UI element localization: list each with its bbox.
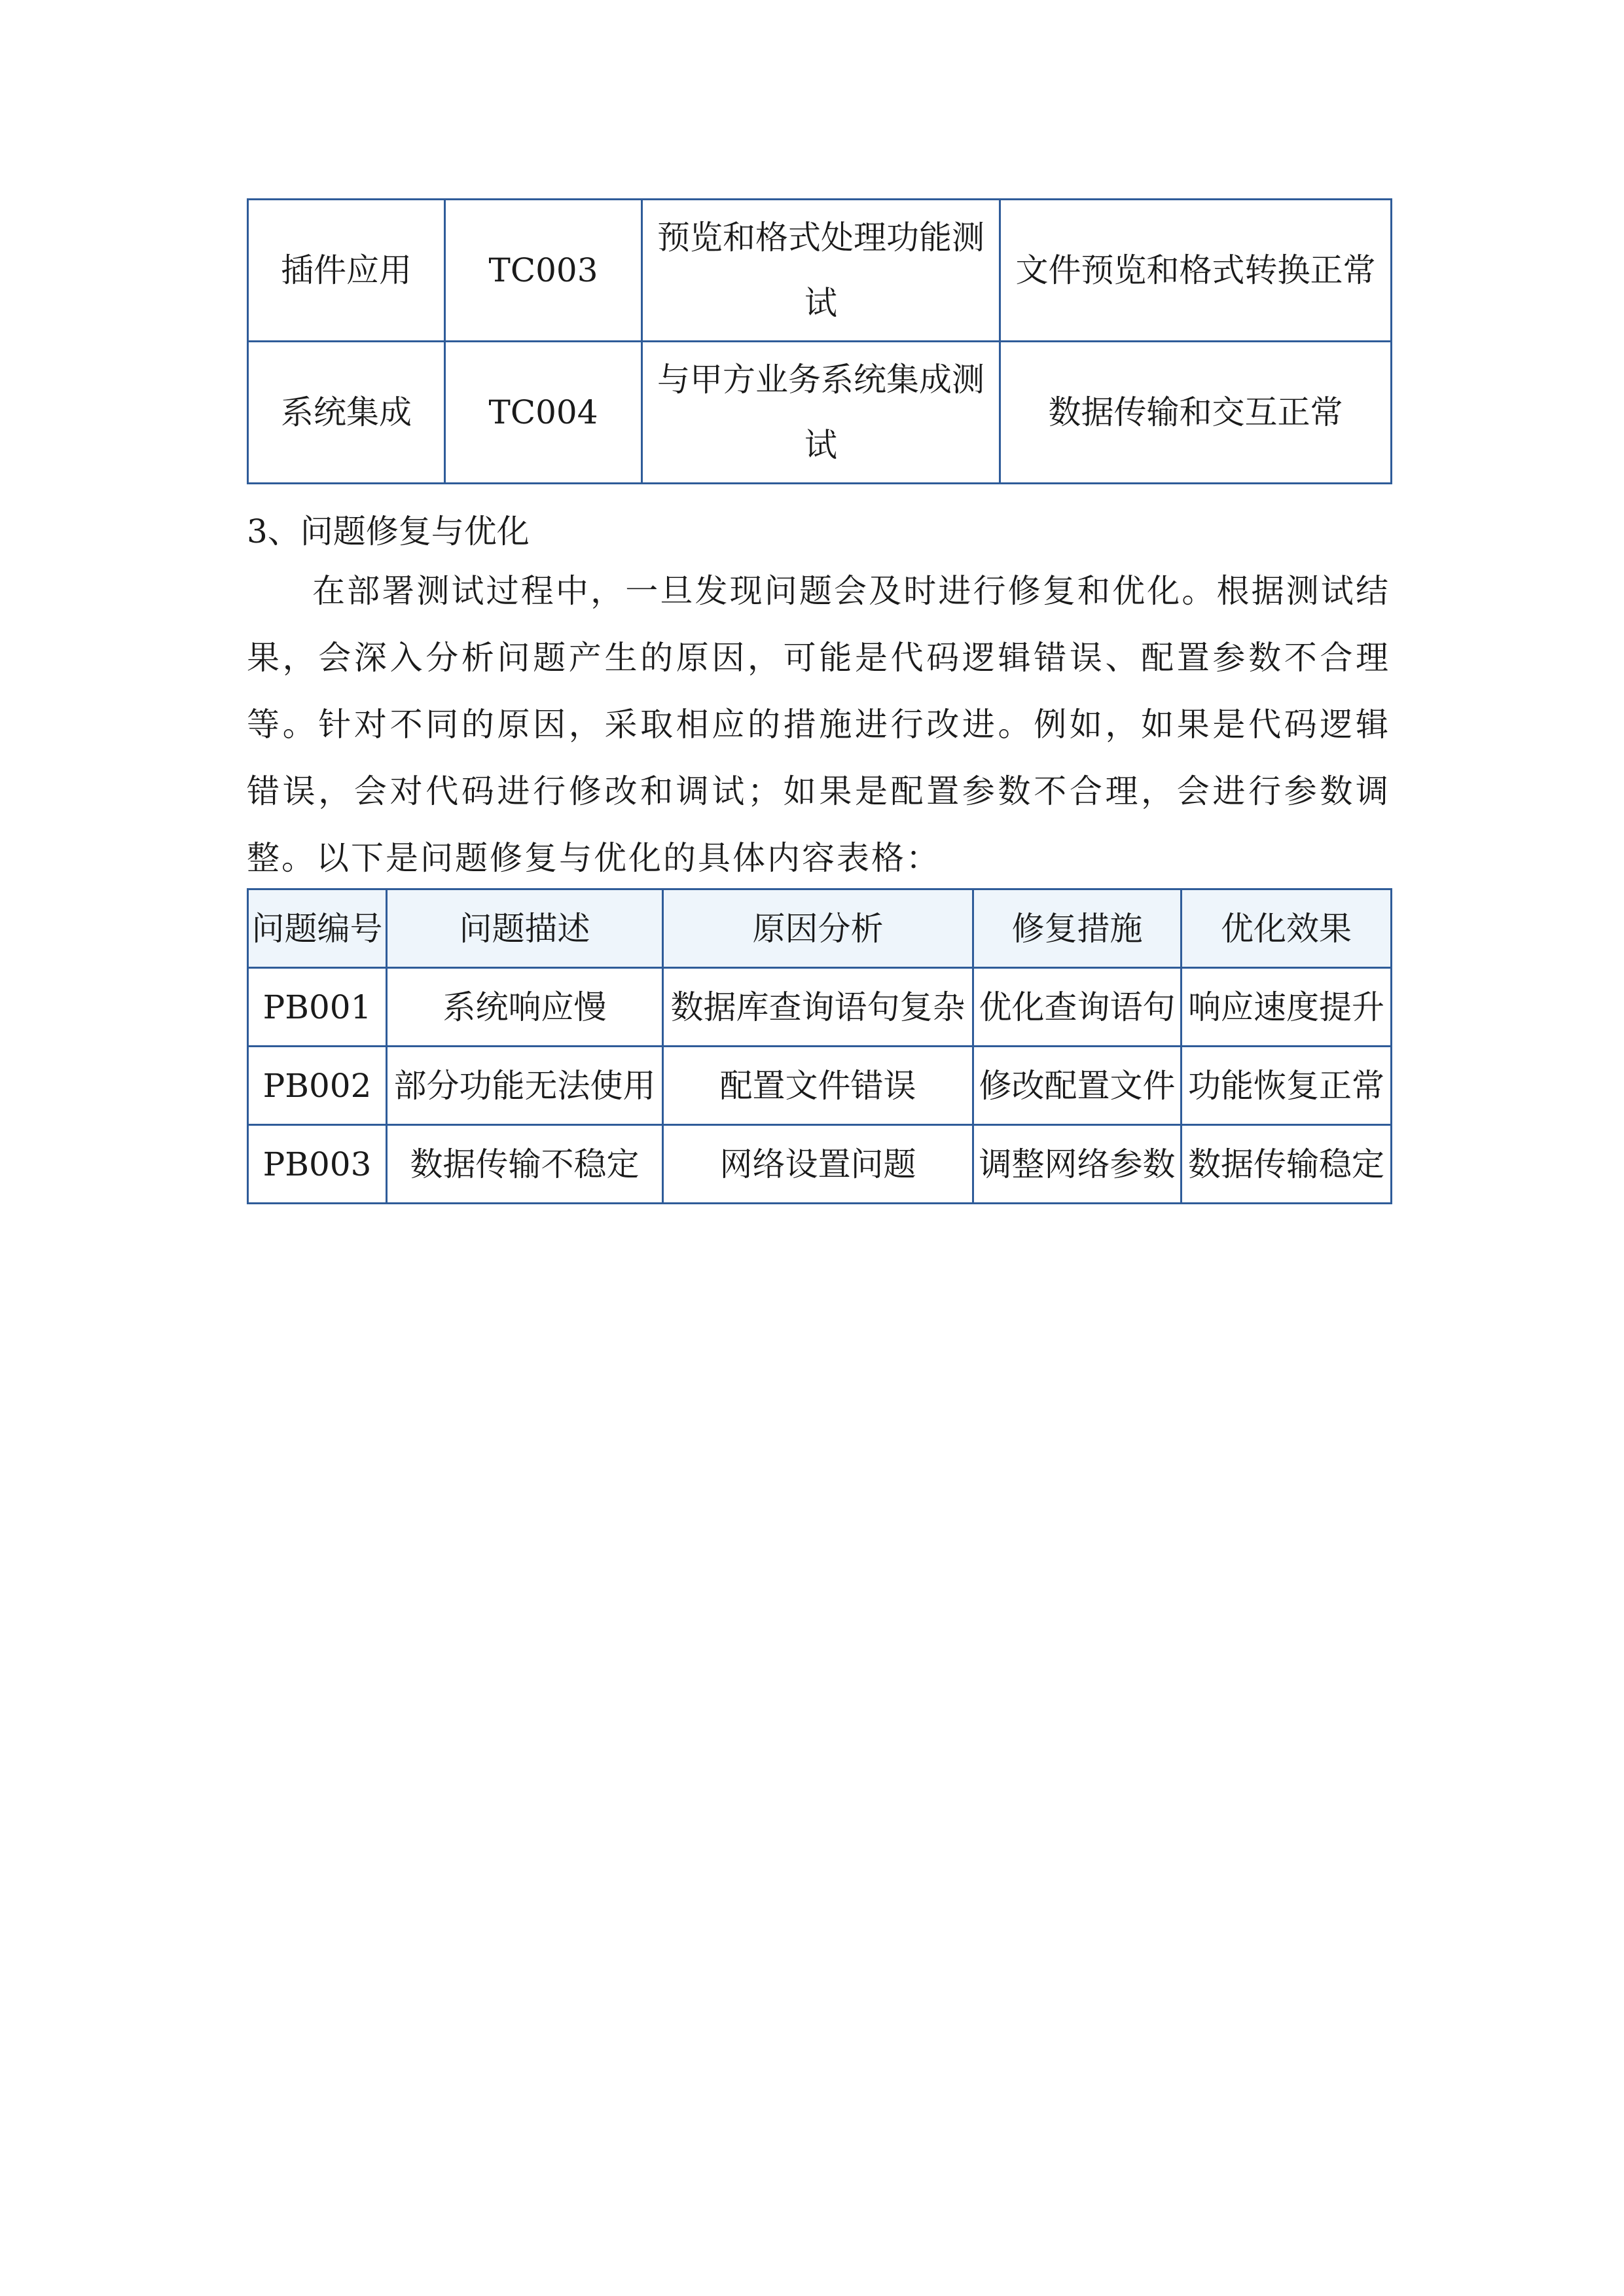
test-category-cell: 系统集成 [248, 342, 445, 484]
issue-effect-cell: 数据传输稳定 [1182, 1125, 1392, 1204]
table-row [248, 1125, 1392, 1204]
issue-fix-cell: 修改配置文件 [973, 1047, 1182, 1125]
section-heading: 3、问题修复与优化 [247, 512, 530, 550]
table-row [248, 342, 1392, 484]
test-content-cell: 与甲方业务系统集成测试 [642, 342, 1000, 484]
table-header-row [248, 889, 1392, 968]
test-category-cell: 插件应用 [248, 200, 445, 342]
issue-description-cell: 部分功能无法使用 [387, 1047, 663, 1125]
issue-fix-cell: 调整网络参数 [973, 1125, 1182, 1204]
test-id-cell: TC004 [445, 342, 642, 484]
issue-cause-cell: 网络设置问题 [663, 1125, 973, 1204]
test-case-table [247, 198, 1392, 484]
column-header-fix: 修复措施 [973, 889, 1182, 968]
column-header-cause: 原因分析 [663, 889, 973, 968]
table-row [248, 1047, 1392, 1125]
issue-cause-cell: 配置文件错误 [663, 1047, 973, 1125]
issue-effect-cell: 功能恢复正常 [1182, 1047, 1392, 1125]
test-expected-cell: 文件预览和格式转换正常 [1000, 200, 1392, 342]
column-header-effect: 优化效果 [1182, 889, 1392, 968]
test-expected-cell: 数据传输和交互正常 [1000, 342, 1392, 484]
issue-description-cell: 系统响应慢 [387, 968, 663, 1047]
body-paragraph: 在部署测试过程中，一旦发现问题会及时进行修复和优化。根据测试结果，会深入分析问题产生的原因，可能是代码逻辑错误、配置参数不合理等。针对不同的原因，采取相应的措施进行改进。例如，如果是代码逻辑错误，会对代码进行修改和调试；如果是配置参数不合理，会进行参数调整。以下是问题修复与优化的具体内容表格： [247, 572, 1390, 877]
issue-id-cell: PB001 [248, 968, 387, 1047]
table-row [248, 200, 1392, 342]
issue-fix-table [247, 888, 1392, 1204]
column-header-description: 问题描述 [387, 889, 663, 968]
issue-description-cell: 数据传输不稳定 [387, 1125, 663, 1204]
column-header-issue-id: 问题编号 [248, 889, 387, 968]
test-id-cell: TC003 [445, 200, 642, 342]
issue-id-cell: PB003 [248, 1125, 387, 1204]
issue-effect-cell: 响应速度提升 [1182, 968, 1392, 1047]
issue-id-cell: PB002 [248, 1047, 387, 1125]
table-row [248, 968, 1392, 1047]
issue-fix-cell: 优化查询语句 [973, 968, 1182, 1047]
issue-cause-cell: 数据库查询语句复杂 [663, 968, 973, 1047]
test-content-cell: 预览和格式处理功能测试 [642, 200, 1000, 342]
